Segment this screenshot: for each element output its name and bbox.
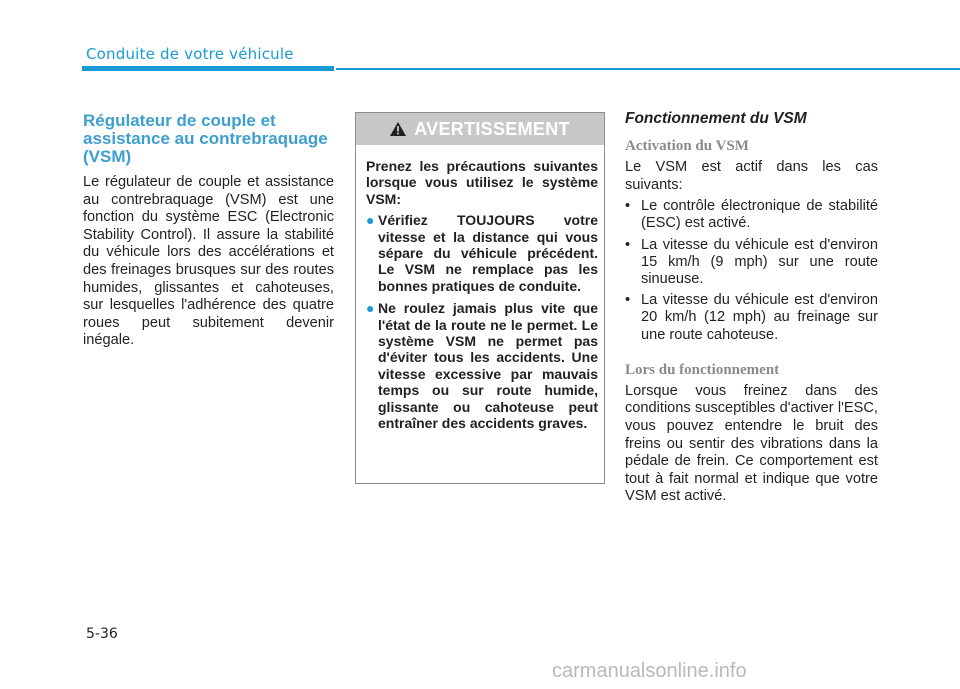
list-item xyxy=(625,198,878,232)
activation-list xyxy=(625,198,878,344)
bullet-icon: • xyxy=(625,236,631,253)
operation-heading: Fonctionnement du VSM xyxy=(625,110,807,127)
watermark: carmanualsonline.info xyxy=(552,660,747,682)
warning-item-text: Vérifiez TOUJOURS votre vitesse et la distance qui vous sépare du véhicule précédent. Le VSM ne remplace pas les bonnes pratiques de conduite. xyxy=(378,212,598,294)
bullet-icon: • xyxy=(625,198,631,215)
activation-subheading: Activation du VSM xyxy=(625,138,749,154)
vsm-heading: Régulateur de couple et assistance au contrebraquage (VSM) xyxy=(83,111,328,166)
warning-box xyxy=(355,112,605,484)
list-item xyxy=(625,292,878,344)
warning-item xyxy=(366,212,598,294)
warning-body xyxy=(356,145,604,432)
bullet-icon: • xyxy=(625,292,631,309)
warning-item-text: Ne roulez jamais plus vite que l'état de la route ne le permet. Le système VSM ne permet pas d'éviter tous les accidents. Une vitesse excessive par mauvais temps ou sur route humide, glissante ou cahoteuse peut entraîner des accidents graves. xyxy=(378,300,598,432)
bullet-icon: ● xyxy=(366,300,375,317)
page-number: 5-36 xyxy=(86,626,118,642)
list-item-text: La vitesse du véhicule est d'environ 15 km/h (9 mph) sur une route sinueuse. xyxy=(641,236,878,287)
list-item-text: La vitesse du véhicule est d'environ 20 km/h (12 mph) au freinage sur une route cahoteuse. xyxy=(641,292,878,343)
warning-item xyxy=(366,300,598,431)
warning-title: AVERTISSEMENT xyxy=(414,118,570,139)
right-column xyxy=(625,110,878,506)
header-rule-thick xyxy=(82,66,334,71)
list-item xyxy=(625,237,878,289)
activation-intro: Le VSM est actif dans les cas suivants: xyxy=(625,159,878,193)
bullet-icon: ● xyxy=(366,212,375,229)
warning-header xyxy=(356,113,604,145)
warning-intro: Prenez les précautions suivantes lorsque vous utilisez le système VSM: xyxy=(366,158,598,207)
header-rule-thin xyxy=(336,68,960,70)
left-column xyxy=(83,112,334,350)
warning-triangle-icon xyxy=(390,122,406,136)
operation-subheading: Lors du fonctionnement xyxy=(625,361,780,378)
list-item-text: Le contrôle électronique de stabilité (ESC) est activé. xyxy=(641,198,878,232)
section-title: Conduite de votre véhicule xyxy=(86,45,294,63)
vsm-description: Le régulateur de couple et assistance au contrebraquage (VSM) est une fonction du système ESC (Electronic Stability Control). Il assure la stabilité du véhicule lors des accélérations et des freinages brusques sur des routes humides, glissantes et cahoteuses, sur lesquelles l'adhérence des quatre roues peut subitement devenir inégale. xyxy=(83,174,334,349)
operation-paragraph: Lorsque vous freinez dans des conditions susceptibles d'activer l'ESC, vous pouvez entendre le bruit des freins ou sentir des vibrations dans la pédale de frein. Ce comportement est tout à fait normal et indique que votre VSM est activé. xyxy=(625,382,878,505)
